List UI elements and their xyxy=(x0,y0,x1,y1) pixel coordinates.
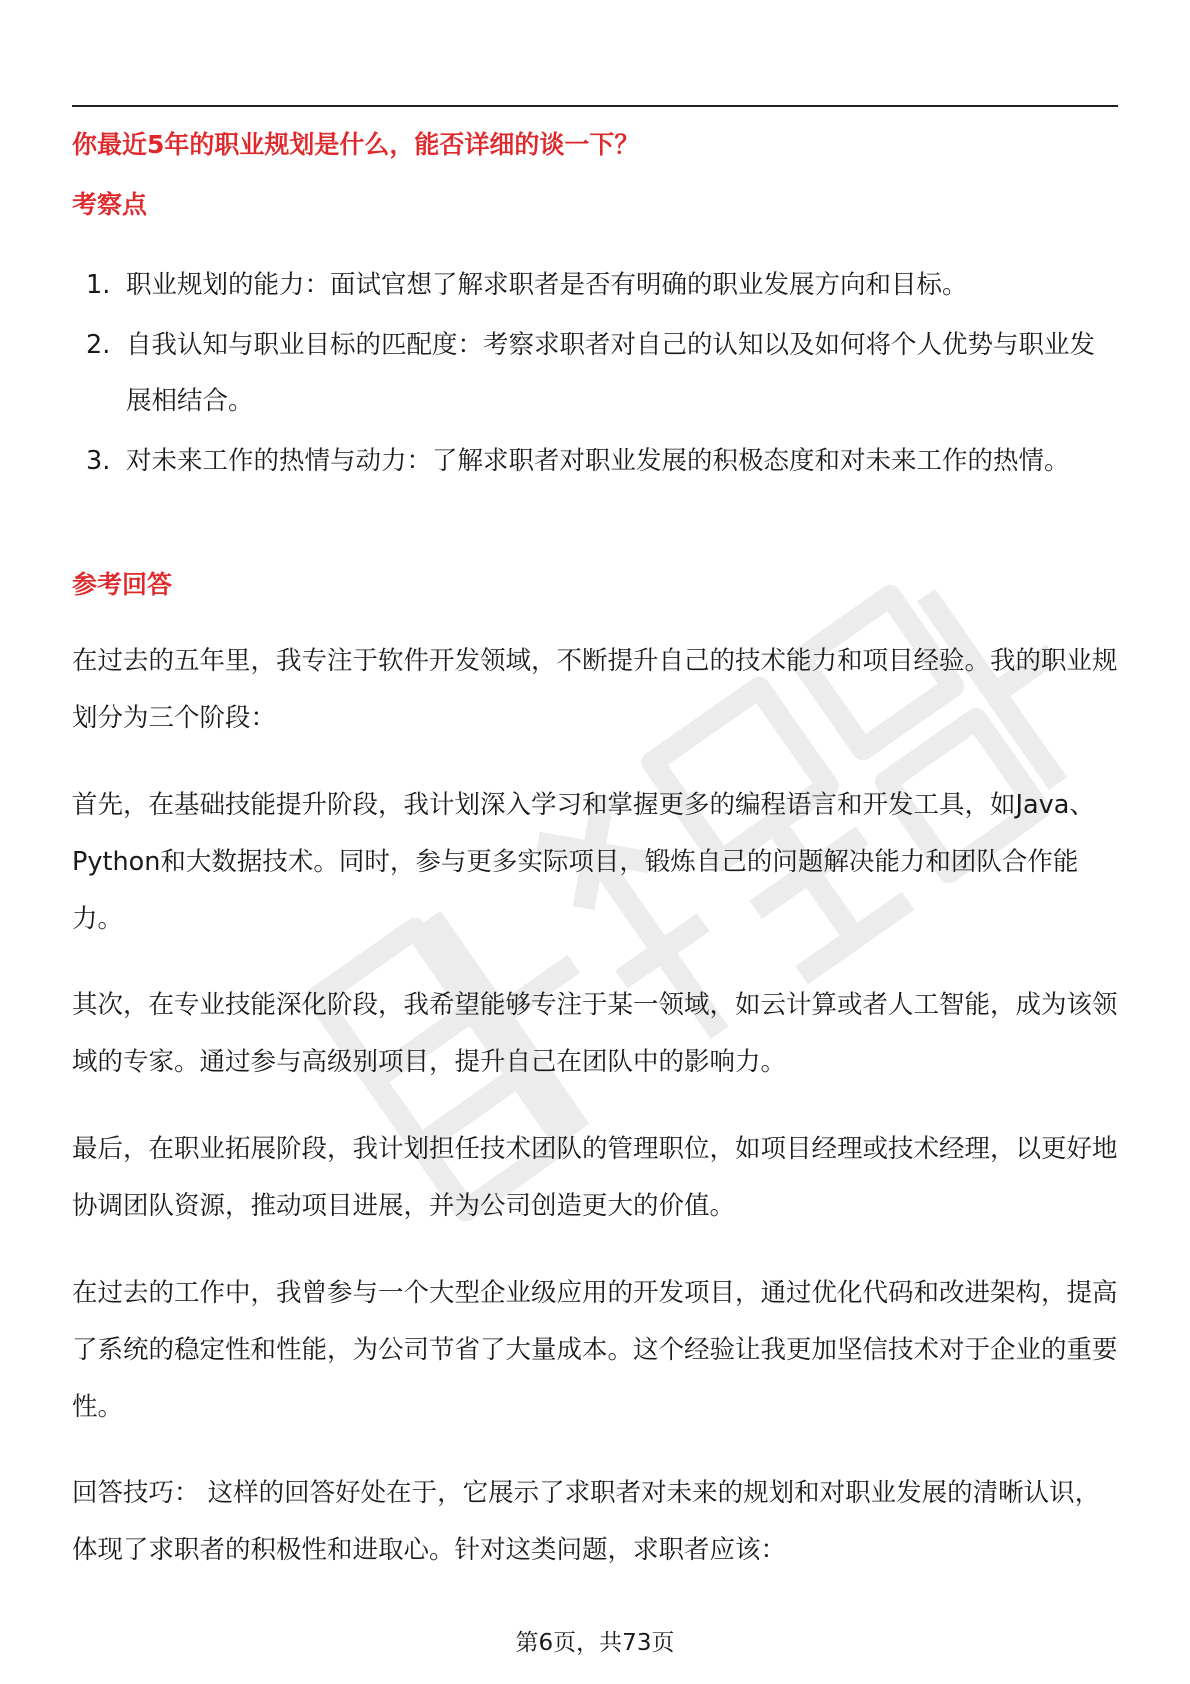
answer-paragraph: 在过去的工作中，我曾参与一个大型企业级应用的开发项目，通过优化代码和改进架构，提高了系统的稳定性和性能，为公司节省了大量成本。这个经验让我更加坚信技术对于企业的重要性。 xyxy=(72,1278,1118,1422)
list-number: 1. xyxy=(86,270,111,300)
list-item-text: 职业规划的能力：面试官想了解求职者是否有明确的职业发展方向和目标。 xyxy=(126,270,968,300)
answer-paragraph: 最后，在职业拓展阶段，我计划担任技术团队的管理职位，如项目经理或技术经理，以更好地协调团队资源，推动项目进展，并为公司创造更大的价值。 xyxy=(72,1134,1118,1221)
list-item-text: 对未来工作的热情与动力：了解求职者对职业发展的积极态度和对未来工作的热情。 xyxy=(126,446,1070,476)
list-item xyxy=(72,317,1118,429)
list-item-text: 自我认知与职业目标的匹配度：考察求职者对自己的认知以及如何将个人优势与职业发展相结合。 xyxy=(126,330,1096,416)
section-title-points: 考察点 xyxy=(72,190,148,219)
points-list xyxy=(72,257,1118,493)
question-heading: 你最近5年的职业规划是什么，能否详细的谈一下？ xyxy=(72,130,640,159)
answer-tips-paragraph: 回答技巧： 这样的回答好处在于，它展示了求职者对未来的规划和对职业发展的清晰认识，体现了求职者的积极性和进取心。针对这类问题，求职者应该： xyxy=(72,1478,1101,1565)
list-item xyxy=(72,433,1118,489)
list-number: 2. xyxy=(86,330,111,360)
page-number-footer: 第6页，共73页 xyxy=(515,1630,675,1656)
answer-paragraph: 在过去的五年里，我专注于软件开发领域，不断提升自己的技术能力和项目经验。我的职业规划分为三个阶段： xyxy=(72,646,1118,733)
answer-paragraph: 其次，在专业技能深化阶段，我希望能够专注于某一领域，如云计算或者人工智能，成为该领域的专家。通过参与高级别项目，提升自己在团队中的影响力。 xyxy=(72,990,1118,1077)
answer-paragraph: 首先，在基础技能提升阶段，我计划深入学习和掌握更多的编程语言和开发工具，如Java、Python和大数据技术。同时，参与更多实际项目，锻炼自己的问题解决能力和团队合作能力。 xyxy=(72,790,1095,934)
list-number: 3. xyxy=(86,446,111,476)
top-divider xyxy=(72,105,1118,107)
list-item xyxy=(72,257,1118,313)
section-title-answer: 参考回答 xyxy=(72,570,173,599)
